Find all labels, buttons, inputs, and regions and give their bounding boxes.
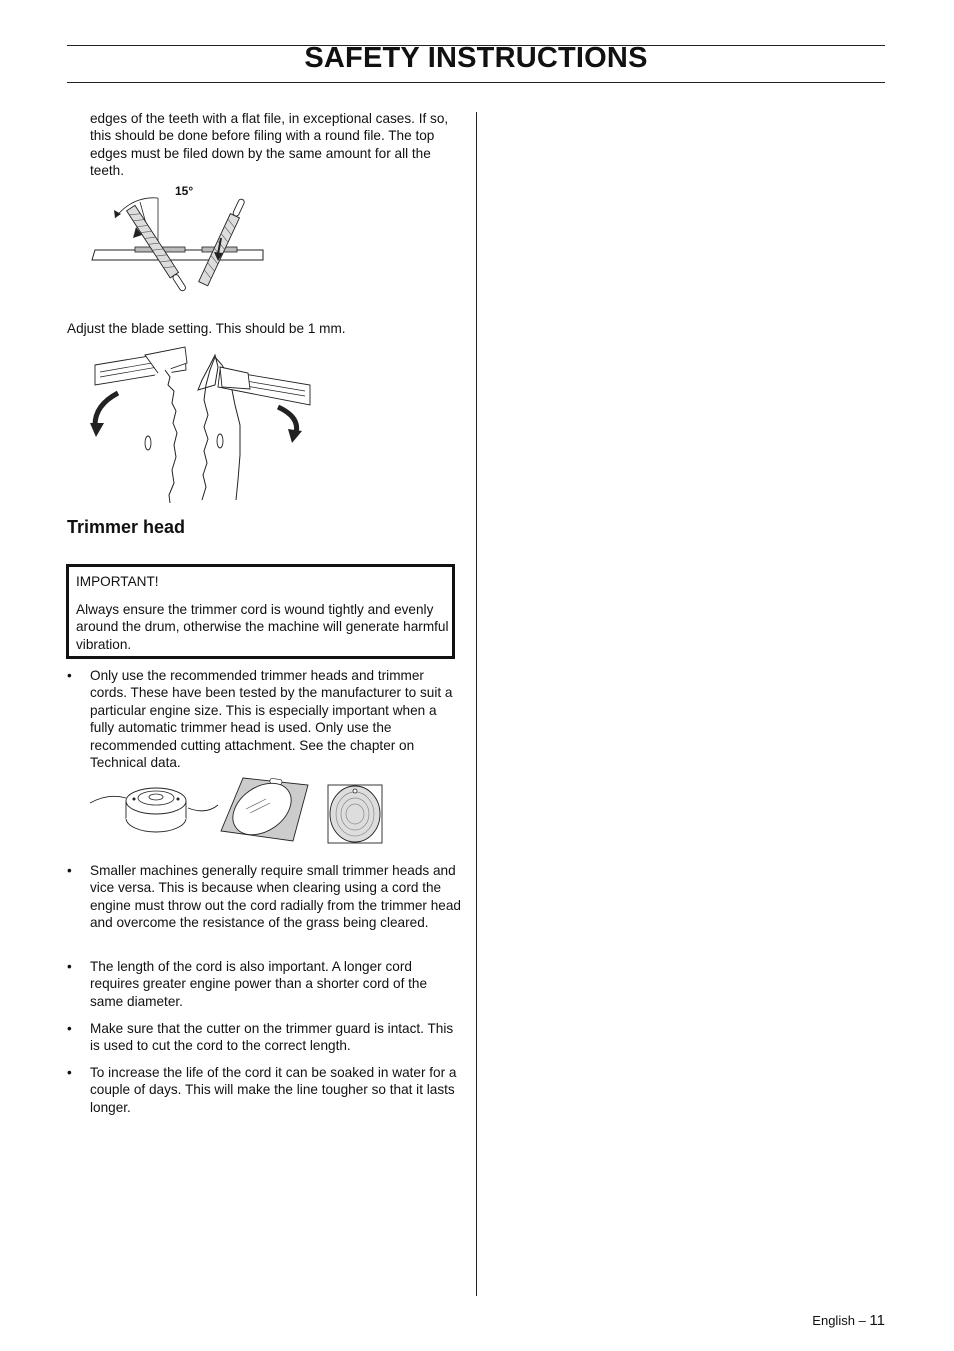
bullet-icon: • <box>67 1021 72 1036</box>
column-divider <box>476 112 477 1296</box>
bullet-icon: • <box>67 959 72 974</box>
footer-separator: – <box>858 1313 866 1328</box>
page-title: SAFETY INSTRUCTIONS <box>304 42 648 74</box>
page-footer <box>812 1312 885 1329</box>
list-item-text: To increase the life of the cord it can be soaked in water for a couple of days. This will make the line tougher so that it lasts longer. <box>90 1065 457 1115</box>
list-item-text: Make sure that the cutter on the trimmer guard is intact. This is used to cut the cord to the correct length. <box>90 1021 454 1054</box>
list-item <box>67 862 462 932</box>
header-bottom-rule <box>67 82 885 83</box>
list-item <box>67 667 462 771</box>
bullet-icon: • <box>67 668 72 683</box>
important-body: Always ensure the trimmer cord is wound tightly and evenly around the drum, otherwise the machine will generate harmful vibration. <box>76 602 449 652</box>
angle-label: 15° <box>175 184 194 198</box>
list-item <box>67 1020 462 1055</box>
blade-setting-text: Adjust the blade setting. This should be 1 mm. <box>67 321 346 336</box>
footer-language: English <box>812 1313 855 1328</box>
trimmer-products-illustration <box>88 773 388 848</box>
list-item-text: The length of the cord is also important. A longer cord requires greater engine power than a shorter cord of the same diameter. <box>90 959 428 1009</box>
intro-paragraph: edges of the teeth with a flat file, in exceptional cases. If so, this should be done before filing with a round file. The top edges must be filed down by the same amount for all the teeth. <box>90 111 449 179</box>
page-number: 11 <box>869 1312 885 1329</box>
important-title: IMPORTANT! <box>76 574 159 589</box>
list-item <box>67 1064 462 1116</box>
section-heading-trimmer-head: Trimmer head <box>67 517 186 537</box>
list-item-text: Only use the recommended trimmer heads and trimmer cords. These have been tested by the manufacturer to suit a particular engine size. This is especially important when a fully automatic trimmer head is used. Only use the recommended cutting attachment. See the chapter on Technical data. <box>90 668 453 771</box>
blade-setting-illustration <box>90 345 315 505</box>
list-item-text: Smaller machines generally require small trimmer heads and vice versa. This is because when clearing using a cord the engine must throw out the cord radially from the trimmer head and overcome the resistance of the grass being cleared. <box>90 863 461 931</box>
bullet-icon: • <box>67 1065 72 1080</box>
important-notice-box <box>66 564 455 659</box>
list-item <box>67 958 462 1010</box>
bullet-icon: • <box>67 863 72 878</box>
